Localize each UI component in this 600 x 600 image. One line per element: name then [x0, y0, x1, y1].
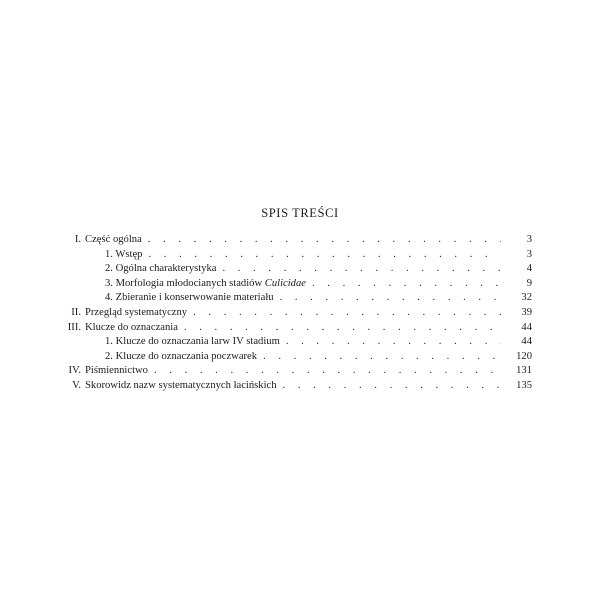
dot-leader	[286, 335, 501, 350]
entry-page: 135	[516, 379, 532, 391]
entry-number: I.	[74, 234, 81, 245]
entry-page: 4	[526, 263, 532, 275]
page-title: SPIS TREŚCI	[261, 206, 339, 220]
dot-leader	[280, 291, 501, 306]
dot-leader	[223, 262, 502, 277]
dot-leader	[154, 364, 501, 379]
dot-leader	[148, 248, 501, 263]
entry-title: Część ogólna	[85, 234, 142, 245]
toc-entry	[60, 350, 532, 365]
toc-entry	[60, 306, 532, 321]
toc-entry	[60, 321, 532, 336]
entry-number: V.	[72, 379, 81, 391]
entry-page: 131	[516, 365, 532, 377]
entry-title: Skorowidz nazw systematycznych łacińskich	[85, 379, 277, 391]
toc-entry	[60, 335, 532, 350]
entry-page: 44	[521, 336, 532, 348]
toc-entry	[60, 379, 532, 394]
entry-title: 1. Wstęp	[105, 248, 143, 260]
toc-entry	[60, 277, 532, 292]
dot-leader	[312, 277, 501, 292]
toc-entry	[60, 291, 532, 306]
dot-leader	[263, 350, 501, 365]
entry-title: Piśmiennictwo	[85, 365, 148, 377]
toc-entry	[60, 233, 532, 248]
entry-title: 2. Ogólna charakterystyka	[105, 263, 217, 275]
dot-leader	[148, 233, 501, 248]
entry-title: 1. Klucze do oznaczania larw IV stadium	[105, 336, 280, 348]
entry-title-text: 3. Morfologia młodocianych stadiów	[105, 277, 263, 289]
dot-leader	[283, 379, 501, 394]
entry-title: 4. Zbieranie i konserwowanie materiału	[105, 292, 274, 304]
entry-number: IV.	[68, 365, 81, 377]
toc-entry	[60, 248, 532, 263]
entry-page: 39	[521, 306, 532, 318]
entry-title	[81, 277, 306, 292]
entry-page: 44	[521, 321, 532, 333]
entry-page: 120	[516, 350, 532, 362]
entry-number: III.	[67, 321, 81, 333]
entry-page: 32	[521, 292, 532, 304]
entry-title: Klucze do oznaczania	[85, 321, 178, 333]
entry-page: 3	[526, 248, 532, 260]
entry-title: 2. Klucze do oznaczania poczwarek	[105, 350, 258, 362]
entry-number: II.	[71, 306, 81, 318]
toc-entry	[60, 262, 532, 277]
entry-page: 3	[526, 234, 532, 245]
dot-leader	[184, 321, 501, 336]
entry-title: Przegląd systematyczny	[85, 306, 188, 318]
toc-entry	[60, 364, 532, 379]
entry-title-italic: Culicidae	[264, 277, 306, 289]
table-of-contents	[60, 233, 532, 394]
dot-leader	[193, 306, 501, 321]
entry-page: 9	[526, 277, 532, 289]
